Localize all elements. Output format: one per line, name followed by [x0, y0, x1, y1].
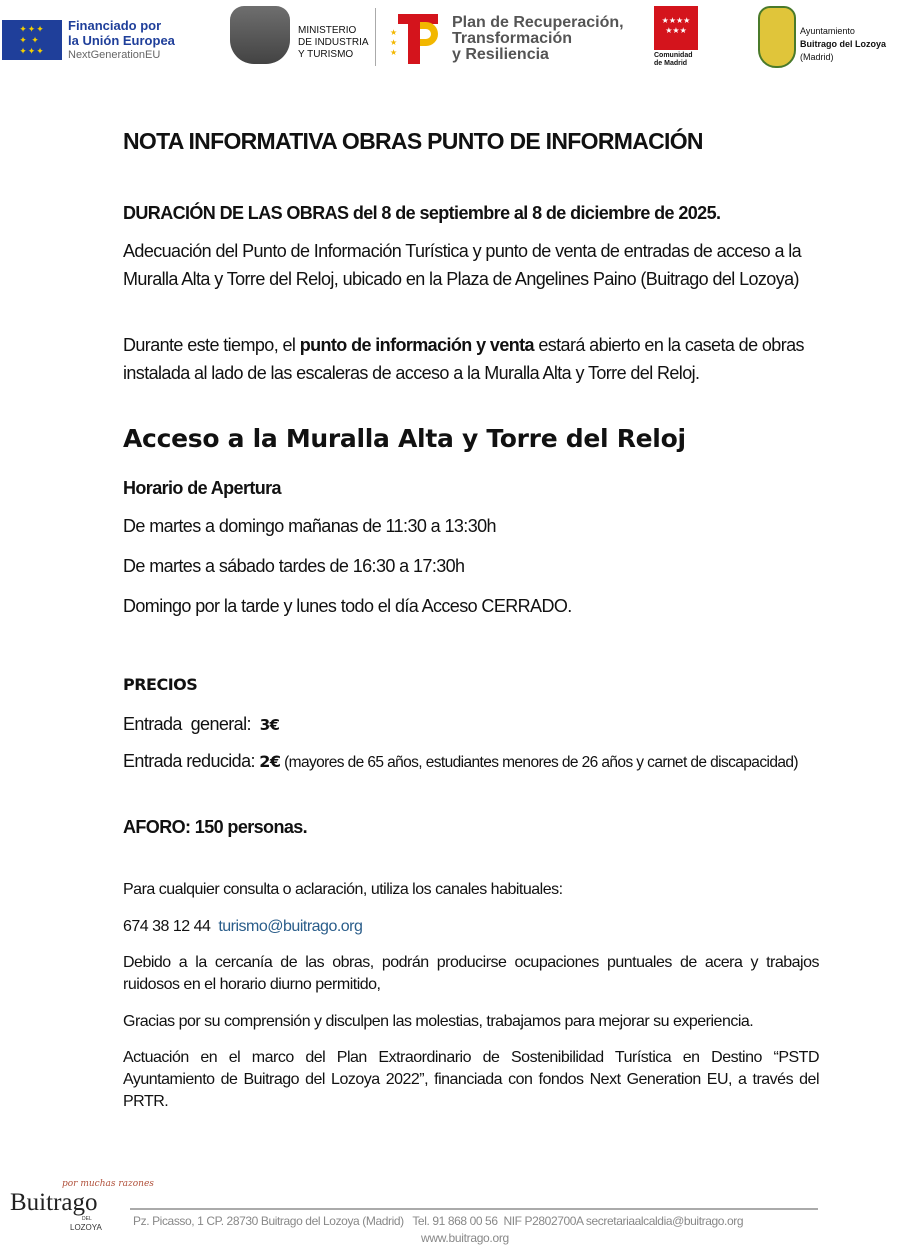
p2-b: estará abierto en la caseta de obras instalada al lado de las escaleras de acceso a la Muralla Alta y Torre del Reloj. [123, 335, 804, 383]
ayto-line2: Buitrago del Lozoya [800, 39, 887, 49]
prtr-text [452, 15, 624, 63]
contact-intro: Para cualquier consulta o aclaración, utiliza los canales habituales: [123, 881, 563, 898]
ministry-text [298, 25, 369, 61]
price-general-label: Entrada general: [123, 714, 260, 734]
price-reduced-note: (mayores de 65 años, estudiantes menores de 26 años y carnet de discapacidad) [280, 754, 798, 771]
prices-title: PRECIOS [123, 675, 198, 694]
duration-dates: del 8 de septiembre al 8 de diciembre de 2025. [348, 203, 721, 223]
price-reduced [123, 749, 823, 775]
notice-thanks: Gracias por su comprensión y disculpen las molestias, trabajamos para mejorar su experiencia. [123, 1013, 754, 1030]
footer-logo-sub1: DEL [82, 1216, 92, 1222]
capacity-dot: . [302, 817, 308, 837]
eu-logo-text [68, 18, 175, 63]
eu-logo [2, 20, 62, 60]
prtr-line2: Transformación [452, 30, 573, 47]
ministry-line3: Y TURISMO [298, 49, 354, 60]
eu-stars-icon: ✦✦✦ ✦ ✦ ✦✦✦ [19, 23, 45, 56]
eu-line1: Financiado por [68, 18, 162, 33]
temporary-location-paragraph [123, 331, 823, 387]
footer-logo-text: Buitrago [10, 1189, 98, 1216]
footer-rule [130, 1208, 818, 1210]
ayto-line3: (Madrid) [800, 52, 834, 62]
price-general-value: 3€ [259, 716, 280, 734]
p2-a: Durante este tiempo, el [123, 335, 300, 355]
description-paragraph: Adecuación del Punto de Información Turística y punto de venta de entradas de acceso a la Muralla Alta y Torre del Reloj, ubicado en la Plaza de Angelines Paino (Buitrago del Lozoya) [123, 241, 802, 289]
capacity-label: AFORO: 150 personas [123, 817, 303, 837]
header-divider [375, 8, 376, 66]
duration [123, 199, 823, 227]
hours-line: De martes a sábado tardes de 16:30 a 17:30h [123, 556, 465, 576]
ayuntamiento-text [800, 25, 886, 64]
hours-line: De martes a domingo mañanas de 11:30 a 13:30h [123, 516, 496, 536]
p2-bold: punto de información y venta [299, 335, 534, 355]
duration-label: DURACIÓN DE LAS OBRAS [123, 203, 349, 223]
ayto-line1: Ayuntamiento [800, 26, 855, 36]
hours-title: Horario de Apertura [123, 478, 281, 498]
prtr-logo-icon: ★ ★ ★ [390, 14, 445, 64]
buitrago-coat-of-arms-icon [758, 6, 796, 68]
capacity [123, 813, 823, 841]
price-general [123, 710, 823, 739]
notice-funding: Actuación en el marco del Plan Extraordinario de Sostenibilidad Turística en Destino “PSTD Ayuntamiento de Buitrago del Lozoya 2022”, financiada con fondos Next Generation EU, a través del PRTR. [123, 1049, 819, 1110]
comunidad-madrid-text [654, 52, 693, 68]
hours-line: Domingo por la tarde y lunes todo el día Acceso CERRADO. [123, 596, 572, 616]
ministry-line1: MINISTERIO [298, 25, 357, 36]
notice-noise: Debido a la cercanía de las obras, podrán producirse ocupaciones puntuales de acera y trabajos ruidosos en el horario diurno permitido, [123, 954, 819, 993]
eu-line3: NextGenerationEU [68, 49, 161, 61]
madrid-line2: de Madrid [654, 60, 688, 67]
footer-logo [10, 1179, 154, 1235]
contact-phone: 674 38 12 44 [123, 918, 215, 935]
footer-address: Pz. Picasso, 1 CP. 28730 Buitrago del Lozoya (Madrid) Tel. 91 868 00 56 NIF P2802700A secretariaalcaldia@buitrago.org [133, 1214, 744, 1228]
comunidad-madrid-logo: ★★★★ ★★★ [654, 6, 698, 50]
footer-logo-sub2: LOZOYA [70, 1223, 102, 1232]
prtr-line3: y Resiliencia [452, 46, 549, 63]
price-reduced-value: 2€ [259, 752, 281, 771]
price-reduced-label: Entrada reducida: [123, 751, 260, 771]
page-title: NOTA INFORMATIVA OBRAS PUNTO DE INFORMACIÓN [123, 128, 703, 154]
spain-coat-of-arms-icon [230, 6, 290, 64]
madrid-line1: Comunidad [654, 52, 693, 59]
eu-line2: la Unión Europea [68, 33, 175, 48]
footer-website[interactable]: www.buitrago.org [421, 1231, 509, 1245]
section-title: Acceso a la Muralla Alta y Torre del Reloj [123, 424, 686, 453]
contact-email-link[interactable]: turismo@buitrago.org [214, 918, 363, 935]
footer-tagline: por muchas razones [62, 1179, 154, 1189]
contact-line [123, 916, 823, 938]
prtr-line1: Plan de Recuperación, [452, 14, 624, 31]
ministry-line2: DE INDUSTRIA [298, 37, 369, 48]
